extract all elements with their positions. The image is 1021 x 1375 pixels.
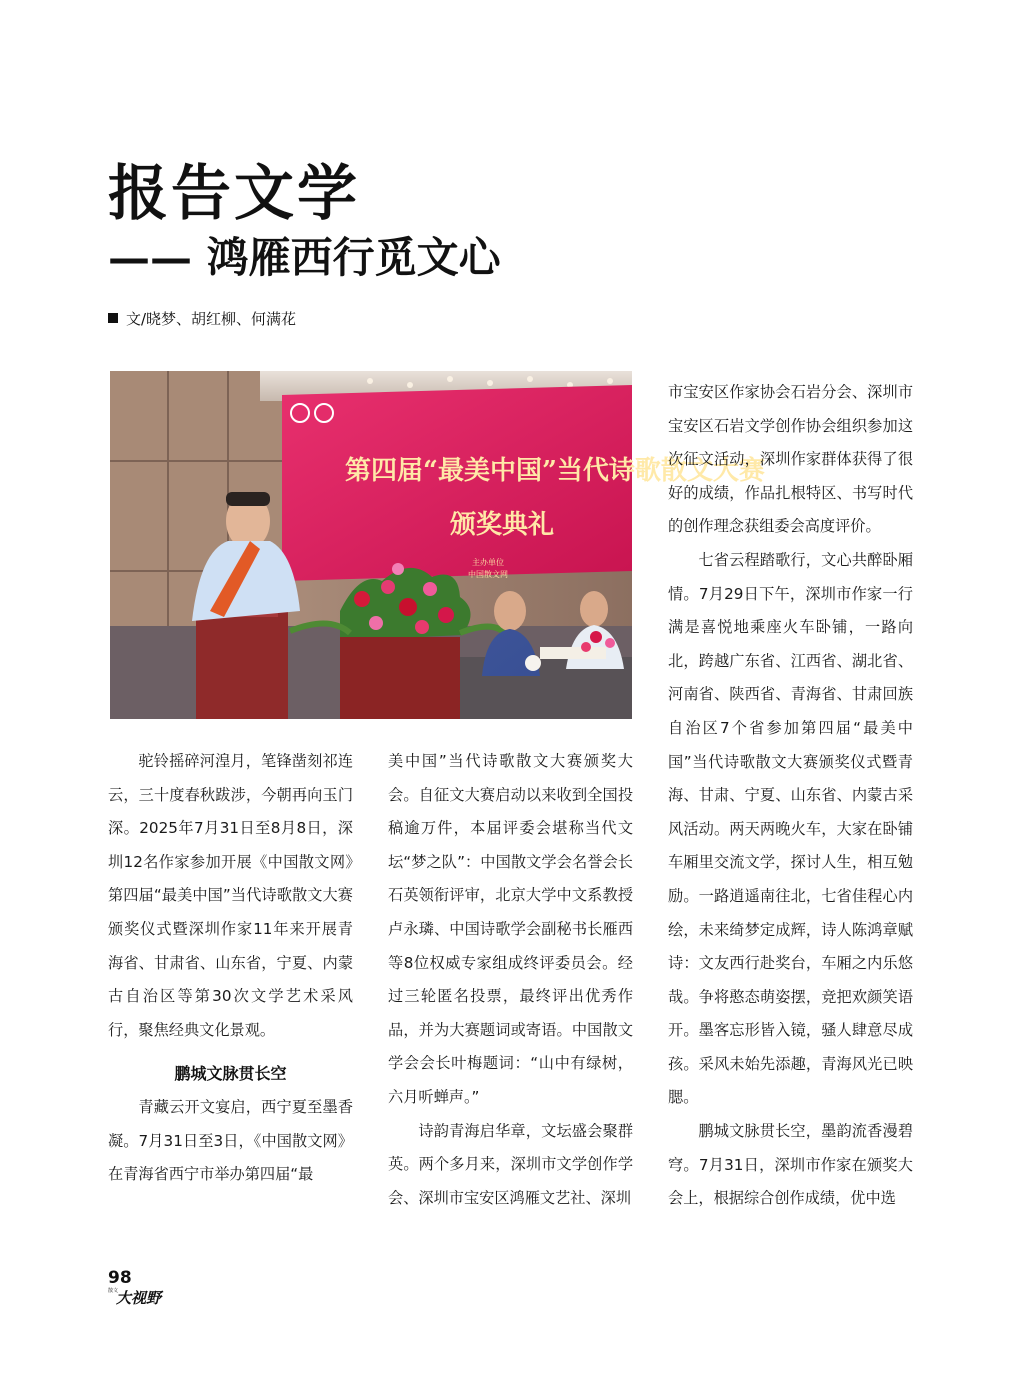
magazine-small-label: 散文 [108, 1288, 119, 1294]
photo-banner-title: 第四届“最美中国”当代诗歌散文大赛 [345, 456, 765, 486]
paragraph: 鹏城文脉贯长空，墨韵流香漫碧穹。7月31日，深圳市作家在颁奖大会上，根据综合创作成绩，优中选 [668, 1122, 913, 1208]
paragraph: 诗韵青海启华章，文坛盛会聚群英。两个多月来，深圳市文学创作学会、深圳市宝安区鸿雁文艺社、深圳 [388, 1121, 633, 1207]
photo-banner-small: 主办单位 [472, 558, 504, 567]
paragraph: 七省云程踏歌行，文心共醉卧厢情。7月29日下午，深圳市作家一行满是喜悦地乘座火车卧铺，一路向北，跨越广东省、江西省、湖北省、河南省、陕西省、青海省、甘肃回族自治区7个省参加第四届“最美中国”当代诗歌散文大赛颁奖仪式暨青海、甘肃、宁夏、山东省、内蒙古采风活动。两天两晚火车，大家在卧铺车厢里交流文学，探讨人生，相互勉励。一路逍遥南往北，七省佳程心内绘，未来绮梦定成辉，诗人陈鸿章赋诗：文友西行赴奖台，车厢之内乐悠哉。争将憨态萌姿摆，竞把欢颜笑语开。墨客忘形皆入镜，骚人肆意尽成孩。采风未始先添趣，青海风光已映腮。 [668, 550, 913, 1107]
paragraph: 青藏云开文宴启，西宁夏至墨香凝。7月31日至3日，《中国散文网》在青海省西宁市举办第四届“最 [108, 1097, 353, 1184]
column-3 [668, 376, 913, 1216]
photo-banner-small-2: 中国散文网 [468, 570, 508, 579]
magazine-logo [108, 1288, 161, 1308]
photo-illustration [110, 371, 765, 719]
square-bullet-icon [108, 313, 118, 323]
paragraph: 美中国”当代诗歌散文大赛颁奖大会。自征文大赛启动以来收到全国投稿逾万件，本届评委会堪称当代文坛“梦之队”：中国散文学会名誉会长石英领衔评审，北京大学中文系教授卢永璘、中国诗歌学会副秘书长雁西等8位权威专家组成终评委员会。经过三轮匿名投票，最终评出优秀作品，并为大赛题词或寄语。中国散文学会会长叶梅题词：“山中有绿树，六月听蝉声。” [388, 752, 633, 1106]
magazine-name: 大视野 [116, 1289, 162, 1307]
column-1 [108, 745, 353, 1215]
byline-text: 文/晓梦、胡红柳、何满花 [126, 310, 297, 328]
award-ceremony-photo [110, 371, 765, 719]
section-heading: 鹏城文脉贯长空 [174, 1064, 287, 1084]
paragraph: 驼铃摇碎河湟月，笔锋凿刻祁连云，三十度春秋跋涉，今朝再向玉门深。2025年7月31日至8月8日，深圳12名作家参加开展《中国散文网》第四届“最美中国”当代诗歌散文大赛颁奖仪式暨深圳作家11年来开展青海省、甘肃省、山东省，宁夏、内蒙古自治区等第30次文学艺术采风行，聚焦经典文化景观。 [108, 752, 353, 1039]
byline [108, 308, 296, 330]
article-title: 报告文学 [108, 159, 360, 229]
page-number: 98 [108, 1268, 132, 1288]
paragraph: 市宝安区作家协会石岩分会、深圳市宝安区石岩文学创作协会组织参加这次征文活动，深圳作家群体获得了很好的成绩，作品扎根特区、书写时代的创作理念获组委会高度评价。 [668, 383, 913, 536]
column-2 [388, 745, 633, 1215]
photo-banner-subtitle: 颁奖典礼 [450, 510, 555, 540]
article-subtitle: —— 鸿雁西行觅文心 [108, 233, 501, 282]
